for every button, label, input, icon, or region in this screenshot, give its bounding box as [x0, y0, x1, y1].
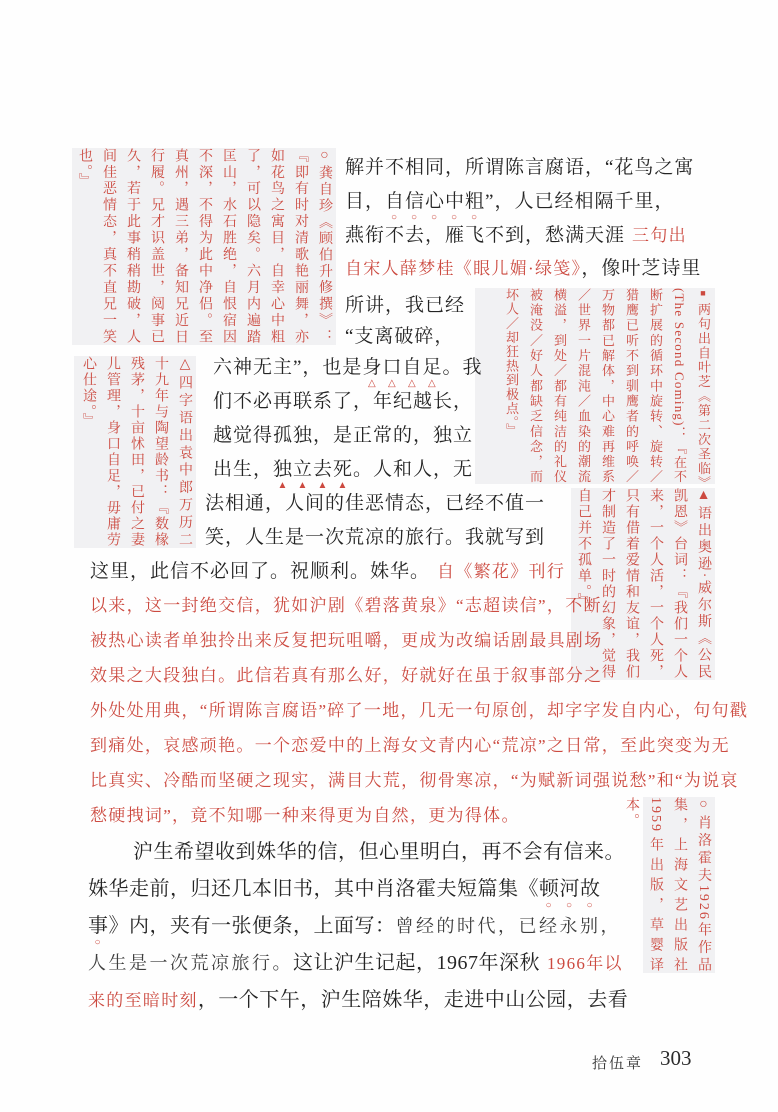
margin-note-text: 语出奥逊·威尔斯《公民凯恩》台词：『我们一个人来，一个人活，一个人死，只有借着爱情和友谊，我们才制造了一时的幻象，觉得自己并不孤单。』 [576, 488, 711, 680]
letter-text: 们不必再联系了，年纪越长， [213, 391, 474, 412]
letter-line-12 [205, 522, 545, 549]
margin-note-gong-zizhen [72, 148, 336, 345]
margin-note-text: 龚自珍《顾伯升修撰》：『即有时对清歌艳丽舞，亦如花鸟之寓目，自幸心中粗了，可以隐矣。六月内遍踏匡山，水石胜绝，自恨宿因不深，不得为此中净侣。至真州，遇三弟，备知兄近日行履。兄才识盖世，阅事已久，若于此事稍稍勘破，人间佳恶情态，真不直兄一笑也。』 [77, 148, 332, 346]
letter-line-1 [345, 152, 694, 179]
inline-commentary: 自《繁花》刊行 [437, 562, 566, 581]
chapter-label: 拾伍章 [592, 1056, 644, 1072]
note-quote-text: 人生是一次荒凉旅行。 [88, 953, 293, 973]
inline-commentary: 三句出 [632, 226, 687, 245]
letter-line-4 [345, 253, 701, 280]
letter-line-6 [345, 321, 454, 348]
commentary-text: 到痛处，哀感顽艳。一个恋爱中的上海女文青内心“荒凉”之日常，至此突变为无 [90, 736, 730, 755]
narrative-line-3 [88, 909, 621, 948]
letter-text: 目， [345, 191, 386, 212]
letter-line-3 [345, 220, 687, 247]
commentary-line-3 [90, 661, 602, 686]
letter-text: 所讲，我已经 [345, 295, 466, 316]
narrative-text: 姝华走前，归还几本旧书，其中肖洛霍夫短篇集《 [88, 878, 539, 900]
annotation-marker-circle-icon: ○ [696, 797, 711, 816]
letter-text: 这里，此信不必回了。祝顺利。姝华。 [90, 561, 431, 582]
letter-line-7 [213, 352, 482, 389]
letter-line-8 [213, 386, 473, 413]
margin-note-text: 四字语出袁中郎万历二十九年与陶望龄书：『数椽残茅，十亩怵田，已付之妻儿管理，身口自足，毋庸劳心仕途。』 [81, 356, 192, 549]
commentary-text: 被热心读者单独拎出来反复把玩咀嚼，更成为改编话剧最具剧场 [90, 631, 603, 650]
letter-text: 。人和人，无 [353, 459, 474, 480]
narrative-text: 这让沪生记起，1967年深秋 [293, 952, 540, 974]
inline-commentary: 1966年以 [547, 954, 623, 973]
letter-text: ，像叶芝诗里 [581, 258, 702, 279]
letter-text: 出生， [213, 459, 274, 480]
narrative-line-2 [88, 872, 601, 911]
emphasized-text: 自信心中粗 [385, 191, 486, 212]
commentary-line-6 [90, 766, 739, 791]
margin-note-welles [571, 488, 715, 680]
narrative-text: 沪生希望收到姝华的信，但心里明白，再不会有信来。 [133, 841, 625, 863]
emphasized-text: 事 [88, 915, 109, 937]
letter-text: 法相通，人间的佳恶情态，已经不值一 [205, 493, 546, 514]
letter-text: 笑，人生是一次荒凉的旅行。我就写到 [205, 527, 546, 548]
commentary-text: 效果之大段独白。此信若真有那么好，好就好在虽于叙事部分之 [90, 666, 603, 685]
margin-note-yuan-zhonglang [74, 356, 196, 548]
margin-note-sholokhov [624, 797, 715, 973]
annotation-marker-circle-icon: ○ [317, 148, 332, 166]
letter-line-11 [205, 488, 545, 515]
letter-text: “支离破碎， [345, 326, 455, 347]
letter-text: ”，人已经相隔千里， [485, 191, 675, 212]
annotation-marker-filled-triangle-icon: ▲ [696, 488, 711, 506]
letter-line-13 [90, 556, 565, 583]
margin-note-yeats [475, 288, 715, 484]
emphasized-text: 独立去死 [273, 459, 354, 480]
inline-commentary: 自宋人薛梦桂《眼儿媚·绿笺》 [345, 259, 582, 278]
narrative-line-1 [133, 835, 625, 864]
narrative-text: ，一个下午，沪生陪姝华，走进中山公园，去看 [197, 989, 629, 1011]
letter-text: 。我 [442, 357, 483, 378]
commentary-line-5 [90, 731, 730, 756]
commentary-text: 愁硬拽词”，竟不知哪一种来得更为自然，更为得体。 [90, 806, 520, 825]
letter-line-9 [213, 420, 473, 447]
narrative-line-5 [88, 983, 628, 1012]
annotation-marker-square-icon: ■ [698, 288, 708, 303]
commentary-line-2 [90, 626, 602, 651]
letter-line-10 [213, 454, 473, 491]
letter-line-5 [345, 290, 465, 317]
margin-note-text: 两句出自叶芝《第二次圣临》(The Second Coming)：『在不断扩展的循环中旋转、旋转／猎鹰已听不到驯鹰者的呼唤／万物都已解体，中心难再维系／世界一片混沌／血染的潮流横溢，到处／都有纯洁的礼仪被淹没／好人都缺乏信念，而坏人／却狂热到极点。』 [504, 288, 711, 485]
commentary-text: 外处处用典，“所谓陈言腐语”碎了一地，几无一句原创，却字字发自内心，句句戳 [90, 701, 749, 720]
narrative-line-4 [88, 946, 623, 975]
letter-line-2 [345, 186, 674, 223]
commentary-line-7 [90, 801, 520, 826]
commentary-text: 比真实、冷酷而坚硬之现实，满目大荒，彻骨寒凉，“为赋新词强说愁”和“为说哀 [90, 771, 739, 790]
letter-text: 六神无主”，也是 [213, 357, 363, 378]
page-number: 303 [660, 1046, 692, 1070]
note-quote-text: 曾经的时代，已经永别， [395, 916, 621, 936]
commentary-text: 以来，这一封绝交信，犹如沪剧《碧落黄泉》“志超读信”，不断 [90, 596, 602, 615]
letter-text: 解并不相同，所谓陈言腐语，“花鸟之寓 [345, 157, 695, 178]
annotation-marker-triangle-icon: △ [177, 356, 192, 376]
commentary-line-4 [90, 696, 748, 721]
margin-note-text: 肖洛霍夫1926年作品集，上海文艺出版社1959年出版，草婴译本。 [624, 797, 711, 973]
letter-text: 燕衔不去，雁飞不到，愁满天涯 [345, 225, 626, 246]
letter-text: 越觉得孤独，是正常的，独立 [213, 425, 474, 446]
emphasized-text: 身口自足 [362, 357, 443, 378]
commentary-line-1 [90, 591, 602, 616]
inline-commentary: 来的至暗时刻 [88, 991, 198, 1010]
narrative-text: 》内，夹有一张便条，上面写： [108, 915, 396, 937]
emphasized-text: 顿河故 [539, 878, 601, 900]
